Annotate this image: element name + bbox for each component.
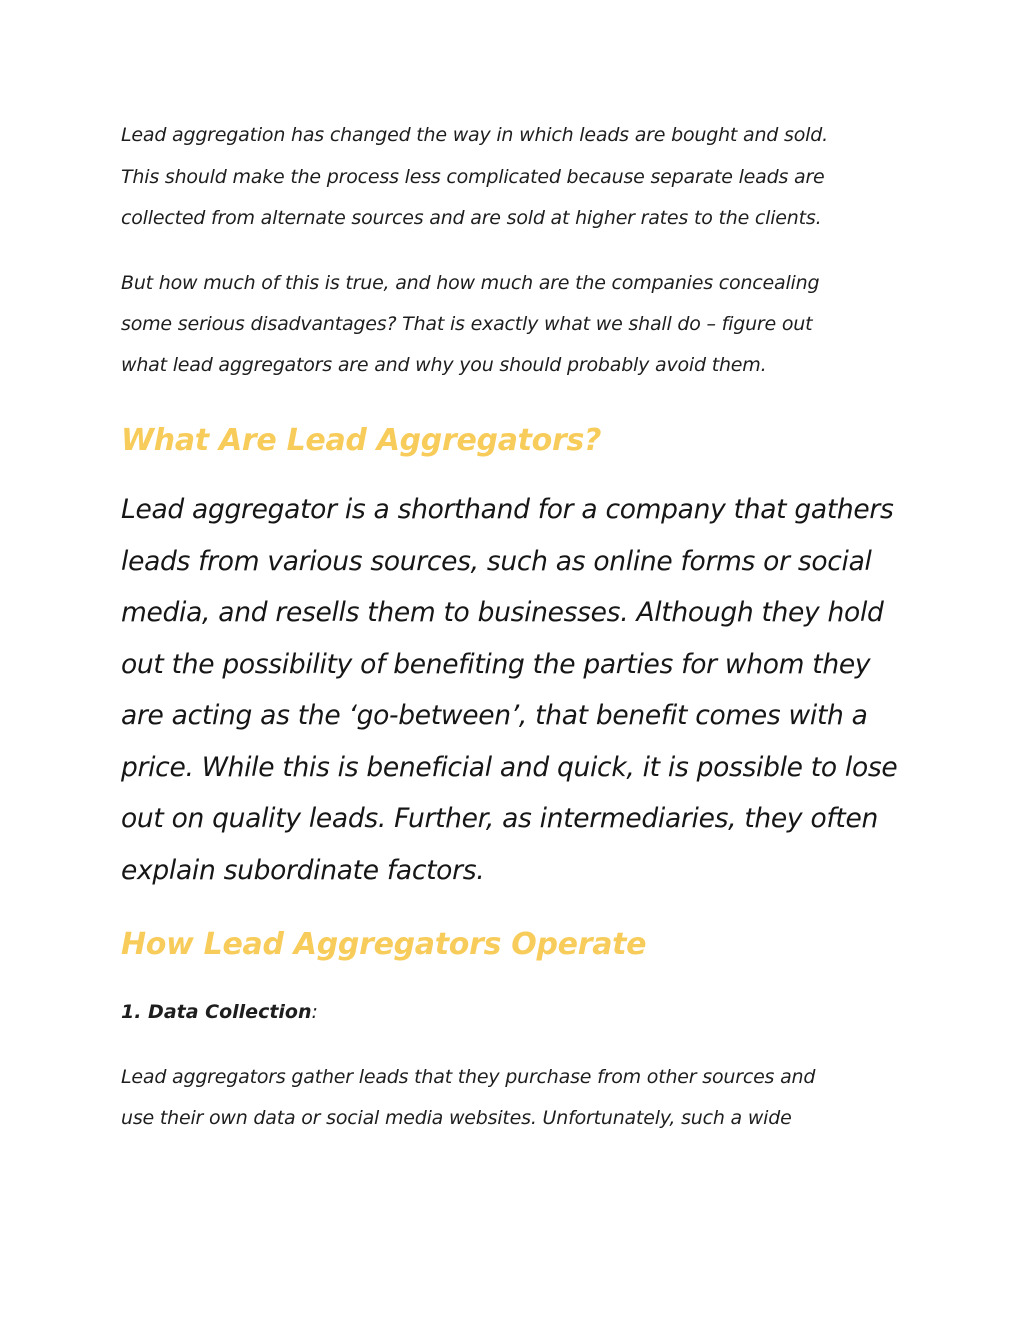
intro-p2-line-1: But how much of this is true, and how much are the companies concealing (121, 272, 820, 294)
section1-line-2: leads from various sources, such as online forms or social (121, 546, 872, 577)
intro-p2-line-3: what lead aggregators are and why you should probably avoid them. (121, 354, 767, 376)
list-item-title: 1. Data Collection (121, 1001, 312, 1023)
section1-line-6: price. While this is beneficial and quick, it is possible to lose (121, 752, 898, 783)
intro-p1-line-1: Lead aggregation has changed the way in which leads are bought and sold. (121, 124, 828, 146)
section2-line-2: use their own data or social media websites. Unfortunately, such a wide (121, 1107, 792, 1129)
section2-line-1: Lead aggregators gather leads that they purchase from other sources and (121, 1066, 816, 1088)
section1-line-3: media, and resells them to businesses. Although they hold (121, 597, 884, 628)
intro-p2-line-2: some serious disadvantages? That is exactly what we shall do – figure out (121, 313, 813, 335)
section-heading-what-are-lead-aggregators: What Are Lead Aggregators? (121, 423, 602, 458)
section1-line-1: Lead aggregator is a shorthand for a company that gathers (121, 494, 894, 525)
list-item-data-collection (121, 1001, 318, 1023)
section1-line-5: are acting as the ‘go-between’, that benefit comes with a (121, 700, 868, 731)
section1-line-4: out the possibility of benefiting the parties for whom they (121, 649, 871, 680)
intro-p1-line-2: This should make the process less complicated because separate leads are (121, 166, 825, 188)
intro-p1-line-3: collected from alternate sources and are sold at higher rates to the clients. (121, 207, 822, 229)
section-heading-how-lead-aggregators-operate: How Lead Aggregators Operate (121, 927, 647, 962)
list-item-colon: : (311, 1001, 318, 1023)
section1-line-7: out on quality leads. Further, as intermediaries, they often (121, 803, 878, 834)
section1-line-8: explain subordinate factors. (121, 855, 485, 886)
